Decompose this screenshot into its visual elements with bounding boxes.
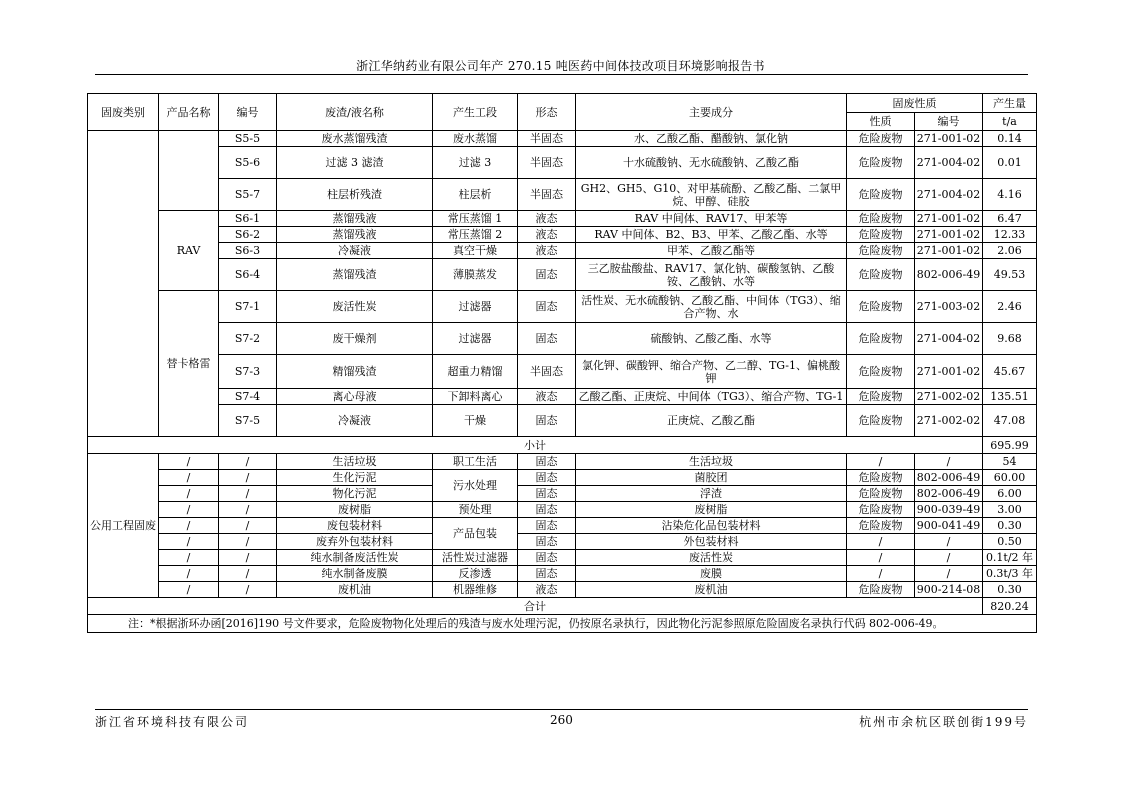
- process-cell: 干燥: [433, 405, 518, 437]
- footer-address: 杭州市余杭区联创街199号: [859, 715, 1028, 729]
- nature-code-cell: 802-006-49: [915, 470, 983, 486]
- component-cell: 甲苯、乙酸乙酯等: [576, 243, 847, 259]
- amount-cell: 45.67: [983, 355, 1037, 389]
- state-cell: 半固态: [518, 147, 576, 179]
- nature-code-cell: 271-004-02: [915, 323, 983, 355]
- subtotal-value: 695.99: [983, 437, 1037, 454]
- state-cell: 固态: [518, 550, 576, 566]
- table-row: [88, 355, 1037, 389]
- component-cell: 菌胶团: [576, 470, 847, 486]
- name-cell: 蒸馏残渣: [277, 259, 433, 291]
- component-cell: 浮渣: [576, 486, 847, 502]
- subtotal-label: 小计: [88, 437, 983, 454]
- process-cell: 柱层析: [433, 179, 518, 211]
- nature-code-cell: 271-001-02: [915, 227, 983, 243]
- nature-code-cell: /: [915, 566, 983, 582]
- product-cell: RAV: [159, 211, 219, 291]
- table-row: [88, 518, 1037, 534]
- table-row: [88, 131, 1037, 147]
- nature-code-cell: 802-006-49: [915, 259, 983, 291]
- product-cell: /: [159, 470, 219, 486]
- name-cell: 废机油: [277, 582, 433, 598]
- nature-code-cell: 900-039-49: [915, 502, 983, 518]
- state-cell: 固态: [518, 518, 576, 534]
- amount-cell: 49.53: [983, 259, 1037, 291]
- nature-cell: 危险废物: [847, 211, 915, 227]
- state-cell: 半固态: [518, 179, 576, 211]
- table-row: [88, 147, 1037, 179]
- nature-code-cell: 271-001-02: [915, 131, 983, 147]
- component-cell: 废树脂: [576, 502, 847, 518]
- table-row: [88, 259, 1037, 291]
- amount-cell: 6.00: [983, 486, 1037, 502]
- waste-table-container: [87, 93, 1036, 633]
- amount-cell: 12.33: [983, 227, 1037, 243]
- component-cell: 沾染危化品包装材料: [576, 518, 847, 534]
- header-amount: 产生量: [983, 94, 1037, 113]
- code-cell: /: [219, 486, 277, 502]
- code-cell: S5-5: [219, 131, 277, 147]
- state-cell: 半固态: [518, 131, 576, 147]
- component-cell: 废机油: [576, 582, 847, 598]
- component-cell: GH2、GH5、G10、对甲基硫酚、乙酸乙酯、二氯甲烷、甲醇、硅胶: [576, 179, 847, 211]
- category-cell: [88, 131, 159, 437]
- name-cell: 精馏残渣: [277, 355, 433, 389]
- nature-cell: 危险废物: [847, 389, 915, 405]
- header-process: 产生工段: [433, 94, 518, 131]
- name-cell: 生化污泥: [277, 470, 433, 486]
- amount-cell: 135.51: [983, 389, 1037, 405]
- name-cell: 废水蒸馏残渣: [277, 131, 433, 147]
- process-cell: 真空干燥: [433, 243, 518, 259]
- table-row: [88, 211, 1037, 227]
- state-cell: 固态: [518, 291, 576, 323]
- header-name: 废渣/液名称: [277, 94, 433, 131]
- header-nature-code: 编号: [915, 113, 983, 131]
- page-header: 浙江华纳药业有限公司年产 270.15 吨医药中间体技改项目环境影响报告书: [356, 59, 765, 73]
- name-cell: 蒸馏残液: [277, 211, 433, 227]
- name-cell: 废树脂: [277, 502, 433, 518]
- nature-code-cell: 271-004-02: [915, 179, 983, 211]
- nature-code-cell: 271-004-02: [915, 147, 983, 179]
- component-cell: 外包装材料: [576, 534, 847, 550]
- component-cell: 正庚烷、乙酸乙酯: [576, 405, 847, 437]
- state-cell: 固态: [518, 470, 576, 486]
- nature-cell: /: [847, 566, 915, 582]
- process-cell: 过滤 3: [433, 147, 518, 179]
- table-row: [88, 291, 1037, 323]
- header-code: 编号: [219, 94, 277, 131]
- nature-code-cell: 271-001-02: [915, 355, 983, 389]
- nature-cell: 危险废物: [847, 323, 915, 355]
- state-cell: 固态: [518, 502, 576, 518]
- code-cell: /: [219, 566, 277, 582]
- component-cell: 十水硫酸钠、无水硫酸钠、乙酸乙酯: [576, 147, 847, 179]
- header-unit: t/a: [983, 113, 1037, 131]
- process-cell: 污水处理: [433, 470, 518, 502]
- amount-cell: 0.1t/2 年: [983, 550, 1037, 566]
- process-cell: 反渗透: [433, 566, 518, 582]
- amount-cell: 6.47: [983, 211, 1037, 227]
- nature-code-cell: /: [915, 534, 983, 550]
- state-cell: 固态: [518, 259, 576, 291]
- component-cell: 氯化钾、碳酸钾、缩合产物、乙二醇、TG-1、偏桃酸钾: [576, 355, 847, 389]
- process-cell: 超重力精馏: [433, 355, 518, 389]
- process-cell: 职工生活: [433, 454, 518, 470]
- product-cell: [159, 131, 219, 211]
- component-cell: RAV 中间体、RAV17、甲苯等: [576, 211, 847, 227]
- table-row: [88, 582, 1037, 598]
- code-cell: S7-5: [219, 405, 277, 437]
- name-cell: 废弃外包装材料: [277, 534, 433, 550]
- table-row: [88, 502, 1037, 518]
- nature-code-cell: 900-214-08: [915, 582, 983, 598]
- table-row: [88, 470, 1037, 486]
- nature-cell: /: [847, 454, 915, 470]
- name-cell: 过滤 3 滤渣: [277, 147, 433, 179]
- header-component: 主要成分: [576, 94, 847, 131]
- nature-cell: 危险废物: [847, 502, 915, 518]
- product-cell: /: [159, 550, 219, 566]
- nature-code-cell: /: [915, 550, 983, 566]
- table-row: [88, 566, 1037, 582]
- product-cell: /: [159, 534, 219, 550]
- code-cell: /: [219, 550, 277, 566]
- process-cell: 产品包装: [433, 518, 518, 550]
- product-cell: /: [159, 566, 219, 582]
- name-cell: 冷凝液: [277, 243, 433, 259]
- state-cell: 固态: [518, 534, 576, 550]
- state-cell: 半固态: [518, 355, 576, 389]
- total-value: 820.24: [983, 598, 1037, 615]
- code-cell: S6-2: [219, 227, 277, 243]
- code-cell: S7-3: [219, 355, 277, 389]
- nature-code-cell: 271-002-02: [915, 405, 983, 437]
- component-cell: 水、乙酸乙酯、醋酸钠、氯化钠: [576, 131, 847, 147]
- nature-cell: 危险废物: [847, 227, 915, 243]
- nature-cell: 危险废物: [847, 470, 915, 486]
- product-cell: /: [159, 454, 219, 470]
- component-cell: 废膜: [576, 566, 847, 582]
- process-cell: 废水蒸馏: [433, 131, 518, 147]
- process-cell: 机器维修: [433, 582, 518, 598]
- footer-rule: [95, 709, 1028, 710]
- category-cell: 公用工程固废: [88, 454, 159, 598]
- nature-code-cell: 802-006-49: [915, 486, 983, 502]
- nature-code-cell: 271-001-02: [915, 243, 983, 259]
- nature-cell: 危险废物: [847, 147, 915, 179]
- amount-cell: 54: [983, 454, 1037, 470]
- state-cell: 液态: [518, 243, 576, 259]
- header-product: 产品名称: [159, 94, 219, 131]
- code-cell: S7-1: [219, 291, 277, 323]
- header-nature: 性质: [847, 113, 915, 131]
- nature-cell: 危险废物: [847, 243, 915, 259]
- waste-table: [87, 93, 1037, 633]
- product-cell: /: [159, 486, 219, 502]
- name-cell: 蒸馏残液: [277, 227, 433, 243]
- name-cell: 柱层析残渣: [277, 179, 433, 211]
- component-cell: 废活性炭: [576, 550, 847, 566]
- total-label: 合计: [88, 598, 983, 615]
- nature-cell: 危险废物: [847, 582, 915, 598]
- amount-cell: 0.50: [983, 534, 1037, 550]
- process-cell: 下卸料离心: [433, 389, 518, 405]
- total-row: [88, 598, 1037, 615]
- process-cell: 过滤器: [433, 291, 518, 323]
- amount-cell: 0.3t/3 年: [983, 566, 1037, 582]
- table-header-row: [88, 94, 1037, 113]
- amount-cell: 0.14: [983, 131, 1037, 147]
- nature-cell: 危险废物: [847, 131, 915, 147]
- code-cell: S7-2: [219, 323, 277, 355]
- state-cell: 液态: [518, 582, 576, 598]
- amount-cell: 2.46: [983, 291, 1037, 323]
- component-cell: RAV 中间体、B2、B3、甲苯、乙酸乙酯、水等: [576, 227, 847, 243]
- product-cell: /: [159, 502, 219, 518]
- table-row: [88, 227, 1037, 243]
- code-cell: S5-6: [219, 147, 277, 179]
- amount-cell: 3.00: [983, 502, 1037, 518]
- header-nature-group: 固废性质: [847, 94, 983, 113]
- product-cell: /: [159, 518, 219, 534]
- code-cell: /: [219, 534, 277, 550]
- nature-cell: 危险废物: [847, 259, 915, 291]
- amount-cell: 47.08: [983, 405, 1037, 437]
- component-cell: 三乙胺盐酸盐、RAV17、氯化钠、碳酸氢钠、乙酸铵、乙酸钠、水等: [576, 259, 847, 291]
- state-cell: 固态: [518, 405, 576, 437]
- code-cell: S5-7: [219, 179, 277, 211]
- state-cell: 液态: [518, 227, 576, 243]
- header-state: 形态: [518, 94, 576, 131]
- header-rule: [95, 74, 1028, 75]
- state-cell: 固态: [518, 566, 576, 582]
- footer-company: 浙江省环境科技有限公司: [95, 715, 250, 729]
- name-cell: 冷凝液: [277, 405, 433, 437]
- name-cell: 废包装材料: [277, 518, 433, 534]
- code-cell: /: [219, 582, 277, 598]
- nature-cell: 危险废物: [847, 291, 915, 323]
- table-row: [88, 486, 1037, 502]
- code-cell: S7-4: [219, 389, 277, 405]
- amount-cell: 2.06: [983, 243, 1037, 259]
- nature-code-cell: 900-041-49: [915, 518, 983, 534]
- amount-cell: 0.01: [983, 147, 1037, 179]
- code-cell: /: [219, 454, 277, 470]
- state-cell: 液态: [518, 389, 576, 405]
- nature-code-cell: 271-003-02: [915, 291, 983, 323]
- name-cell: 生活垃圾: [277, 454, 433, 470]
- header-category: 固废类别: [88, 94, 159, 131]
- component-cell: 生活垃圾: [576, 454, 847, 470]
- process-cell: 预处理: [433, 502, 518, 518]
- component-cell: 硫酸钠、乙酸乙酯、水等: [576, 323, 847, 355]
- state-cell: 固态: [518, 454, 576, 470]
- amount-cell: 4.16: [983, 179, 1037, 211]
- code-cell: S6-1: [219, 211, 277, 227]
- state-cell: 固态: [518, 486, 576, 502]
- process-cell: 过滤器: [433, 323, 518, 355]
- table-row: [88, 454, 1037, 470]
- table-row: [88, 389, 1037, 405]
- product-cell: /: [159, 582, 219, 598]
- state-cell: 液态: [518, 211, 576, 227]
- process-cell: 薄膜蒸发: [433, 259, 518, 291]
- code-cell: /: [219, 518, 277, 534]
- table-row: [88, 179, 1037, 211]
- nature-code-cell: 271-002-02: [915, 389, 983, 405]
- amount-cell: 9.68: [983, 323, 1037, 355]
- name-cell: 废活性炭: [277, 291, 433, 323]
- process-cell: 活性炭过滤器: [433, 550, 518, 566]
- amount-cell: 60.00: [983, 470, 1037, 486]
- nature-code-cell: 271-001-02: [915, 211, 983, 227]
- nature-cell: 危险废物: [847, 405, 915, 437]
- nature-cell: /: [847, 534, 915, 550]
- name-cell: 物化污泥: [277, 486, 433, 502]
- nature-cell: 危险废物: [847, 355, 915, 389]
- nature-cell: 危险废物: [847, 518, 915, 534]
- code-cell: /: [219, 502, 277, 518]
- subtotal-row: [88, 437, 1037, 454]
- component-cell: 乙酸乙酯、正庚烷、中间体（TG3）、缩合产物、TG-1: [576, 389, 847, 405]
- component-cell: 活性炭、无水硫酸钠、乙酸乙酯、中间体（TG3）、缩合产物、水: [576, 291, 847, 323]
- footer-page-number: 260: [550, 713, 573, 727]
- name-cell: 纯水制备废活性炭: [277, 550, 433, 566]
- table-row: [88, 405, 1037, 437]
- amount-cell: 0.30: [983, 582, 1037, 598]
- nature-code-cell: /: [915, 454, 983, 470]
- name-cell: 纯水制备废膜: [277, 566, 433, 582]
- table-note: 注：*根据浙环办函[2016]190 号文件要求，危险废物物化处理后的残渣与废水处理污泥，仍按原名录执行，因此物化污泥参照原危险固废名录执行代码 802-006-49。: [88, 615, 1037, 633]
- table-row: [88, 534, 1037, 550]
- product-cell: 替卡格雷: [159, 291, 219, 437]
- note-row: [88, 615, 1037, 633]
- table-row: [88, 243, 1037, 259]
- code-cell: /: [219, 470, 277, 486]
- state-cell: 固态: [518, 323, 576, 355]
- table-row: [88, 323, 1037, 355]
- nature-cell: /: [847, 550, 915, 566]
- table-row: [88, 550, 1037, 566]
- nature-cell: 危险废物: [847, 179, 915, 211]
- name-cell: 离心母液: [277, 389, 433, 405]
- process-cell: 常压蒸馏 1: [433, 211, 518, 227]
- nature-cell: 危险废物: [847, 486, 915, 502]
- name-cell: 废干燥剂: [277, 323, 433, 355]
- code-cell: S6-3: [219, 243, 277, 259]
- amount-cell: 0.30: [983, 518, 1037, 534]
- process-cell: 常压蒸馏 2: [433, 227, 518, 243]
- code-cell: S6-4: [219, 259, 277, 291]
